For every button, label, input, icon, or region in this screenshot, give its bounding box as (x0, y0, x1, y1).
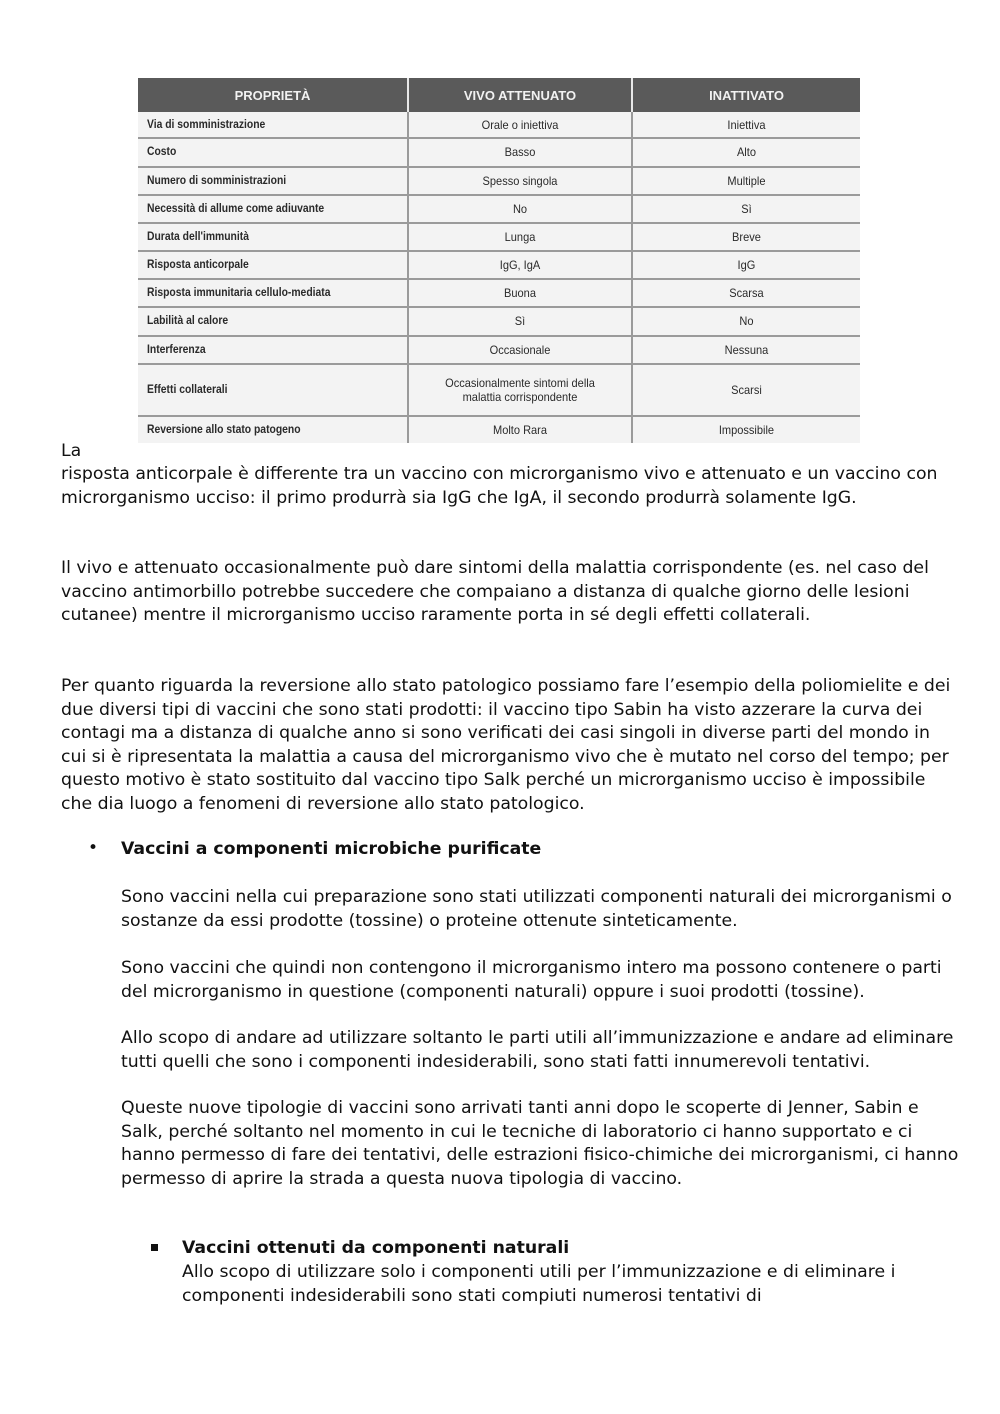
cell-vivo-attenuato: No (417, 195, 623, 223)
cell-inattivato: Multiple (641, 167, 851, 195)
cell-property: Risposta anticorpale (138, 251, 381, 279)
heading-componenti-purificate: Vaccini a componenti microbiche purificate (121, 839, 542, 859)
table-row (138, 167, 860, 195)
header-proprieta: PROPRIETÀ (138, 78, 408, 112)
cell-property: Risposta immunitaria cellulo-mediata (138, 279, 381, 307)
cell-vivo-attenuato: Lunga (417, 223, 623, 251)
paragraph-sintomi: Il vivo e attenuato occasionalmente può dare sintomi della malattia corrispondente (es. nel caso del vaccino antimorbillo potrebbe succedere che compaiano a distanza di qualche giorno delle lesioni cutanee) mentre il microrganismo ucciso raramente porta in sé degli effetti collaterali. (61, 558, 929, 625)
cell-vivo-attenuato: Occasionale (417, 336, 623, 364)
paragraph-definizione: Sono vaccini nella cui preparazione sono stati utilizzati componenti naturali dei microrganismi o sostanze da essi prodotte (tossine) o proteine ottenute sinteticamente. (121, 887, 952, 931)
cell-inattivato: IgG (641, 251, 851, 279)
cell-property: Durata dell'immunità (138, 223, 381, 251)
cell-inattivato: Iniettiva (641, 112, 851, 138)
cell-vivo-attenuato: Basso (417, 138, 623, 166)
bullet-dot-icon: • (88, 838, 99, 858)
cell-inattivato: Breve (641, 223, 851, 251)
table-header-row (138, 78, 860, 112)
table-row (138, 416, 860, 443)
header-inattivato: INATTIVATO (632, 78, 860, 112)
table-row (138, 307, 860, 335)
table-row (138, 251, 860, 279)
paragraph-storia: Queste nuove tipologie di vaccini sono arrivati tanti anni dopo le scoperte di Jenner, Sabin e Salk, perché soltanto nel momento in cui le tecniche di laboratorio ci hanno supportato e ci hanno permesso di fare dei tentativi, delle estrazioni fisico-chimiche dei microrganismi, ci hanno permesso di aprire la strada a questa nuova tipologia di vaccino. (121, 1098, 959, 1189)
cell-property: Via di somministrazione (138, 112, 381, 138)
cell-vivo-attenuato: Occasionalmente sintomi della malattia corrispondente (417, 364, 623, 417)
cell-vivo-attenuato: Molto Rara (417, 416, 623, 443)
cell-vivo-attenuato: Buona (417, 279, 623, 307)
table-row (138, 279, 860, 307)
cell-inattivato: Impossibile (718, 423, 775, 438)
cell-inattivato: Sì (641, 195, 851, 223)
cell-vivo-attenuato: Orale o iniettiva (417, 112, 623, 138)
cell-vivo-attenuato: Spesso singola (417, 167, 623, 195)
cell-inattivato: Scarsa (641, 279, 851, 307)
cell-inattivato: Alto (641, 138, 851, 166)
table-row (138, 138, 860, 166)
cell-property: Necessità di allume come adiuvante (138, 195, 381, 223)
comparison-table-image (138, 78, 860, 443)
cell-property: Effetti collaterali (138, 364, 381, 417)
cell-property: Labilità al calore (138, 307, 381, 335)
paragraph-fragment-la: La (61, 441, 82, 461)
table-row (138, 195, 860, 223)
paragraph-contenuto: Sono vaccini che quindi non contengono il microrganismo intero ma possono contenere o parti del microrganismo in questione (componenti naturali) oppure i suoi prodotti (tossine). (121, 958, 942, 1002)
heading-componenti-naturali: Vaccini ottenuti da componenti naturali (182, 1238, 570, 1258)
table-body (138, 112, 860, 443)
cell-property: Reversione allo stato patogeno (138, 416, 381, 443)
cell-property: Costo (138, 138, 381, 166)
paragraph-componenti-naturali: Allo scopo di utilizzare solo i componenti utili per l’immunizzazione e di eliminare i componenti indesiderabili sono stati compiuti numerosi tentativi di (182, 1262, 896, 1306)
table-row (138, 364, 860, 417)
cell-inattivato: Nessuna (641, 336, 851, 364)
table-row (138, 112, 860, 138)
cell-vivo-attenuato: Sì (417, 307, 623, 335)
cell-inattivato: No (641, 307, 851, 335)
bullet-square-icon (151, 1244, 158, 1251)
cell-vivo-attenuato: IgG, IgA (417, 251, 623, 279)
table-row (138, 336, 860, 364)
paragraph-reversione: Per quanto riguarda la reversione allo stato patologico possiamo fare l’esempio della poliomielite e dei due diversi tipi di vaccini che sono stati prodotti: il vaccino tipo Sabin ha visto azzerare la curva dei contagi ma a distanza di qualche anno si sono verificati dei casi singoli in diverse parti del mondo in cui si è ripresentata la malattia a causa del microrganismo vivo che è mutato nel corso del tempo; per questo motivo è stato sostituito dal vaccino tipo Salk perché un microrganismo ucciso è impossibile che dia luogo a fenomeni di reversione allo stato patologico. (61, 676, 951, 814)
paragraph-tentativi: Allo scopo di andare ad utilizzare soltanto le parti utili all’immunizzazione e andare ad eliminare tutti quelli che sono i componenti indesiderabili, sono stati fatti innumerevoli tentativi. (121, 1028, 954, 1072)
cell-property: Interferenza (138, 336, 381, 364)
header-vivo-attenuato: VIVO ATTENUATO (408, 78, 632, 112)
cell-inattivato: Scarsi (641, 364, 851, 417)
cell-property: Numero di somministrazioni (138, 167, 381, 195)
paragraph-risposta-anticorpale: risposta anticorpale è differente tra un vaccino con microrganismo vivo e attenuato e un vaccino con microrganismo ucciso: il primo produrrà sia IgG che IgA, il secondo produrrà solamente IgG. (61, 464, 938, 508)
table-row (138, 223, 860, 251)
vaccine-comparison-table (138, 78, 860, 443)
